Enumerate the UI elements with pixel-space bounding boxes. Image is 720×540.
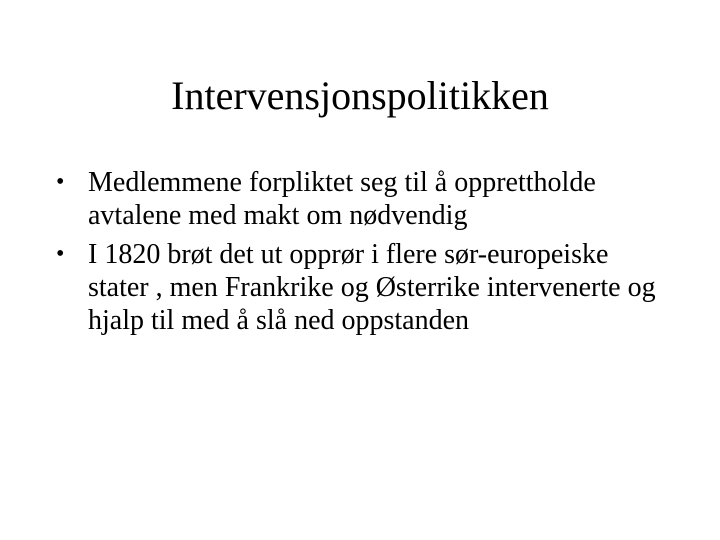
slide-title: Intervensjonspolitikken <box>171 73 549 118</box>
bullet-item <box>54 166 674 232</box>
bullet-text: I 1820 brøt det ut opprør i flere sør-europeiske stater , men Frankrike og Østerrike intervenerte og hjalp til med å slå ned oppstanden <box>88 239 656 336</box>
bullet-list <box>54 166 674 343</box>
bullet-item <box>54 238 674 337</box>
bullet-text: Medlemmene forpliktet seg til å opprettholde avtalene med makt om nødvendig <box>88 167 596 231</box>
bullet-icon: • <box>56 169 65 195</box>
bullet-icon: • <box>56 241 65 267</box>
